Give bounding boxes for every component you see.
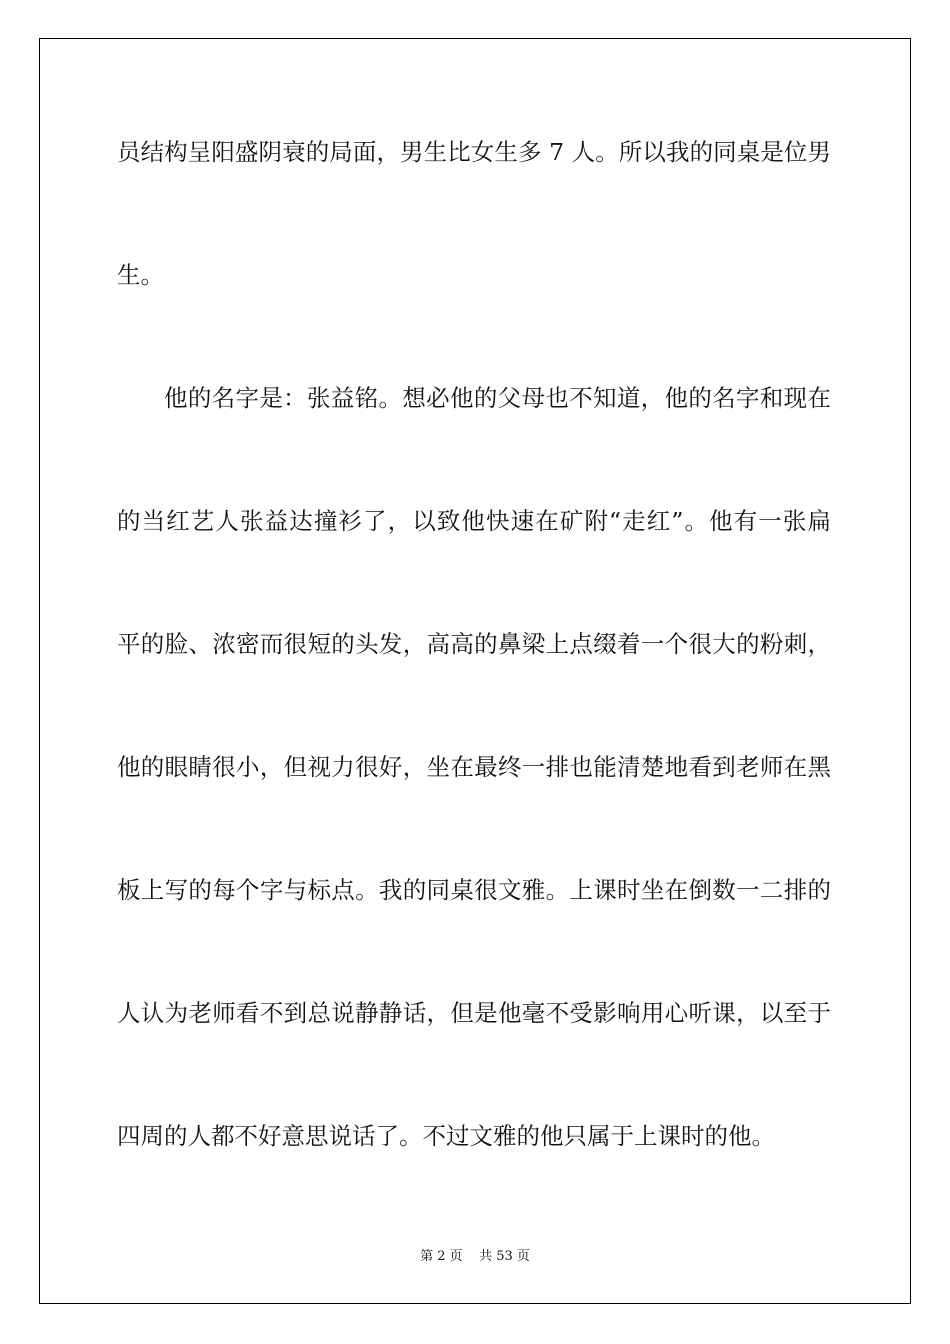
- page-number-footer: 第 2 页 共 53 页: [420, 1249, 530, 1264]
- text-line-3: 他的名字是：张益铭。想必他的父母也不知道，他的名字和现在: [164, 384, 831, 412]
- text-line-4: 的当红艺人张益达撞衫了，以致他快速在矿附“走红”。他有一张扁: [117, 507, 831, 535]
- text-line-5: 平的脸、浓密而很短的头发，高高的鼻梁上点缀着一个很大的粉刺，: [117, 630, 831, 658]
- text-line-6: 他的眼睛很小，但视力很好，坐在最终一排也能清楚地看到老师在黑: [117, 753, 831, 781]
- text-line-9: 四周的人都不好意思说话了。不过文雅的他只属于上课时的他。: [117, 1122, 775, 1150]
- text-line-8: 人认为老师看不到总说静静话，但是他毫不受影响用心听课，以至于: [117, 999, 831, 1027]
- page-border: [39, 38, 911, 1304]
- text-line-1: 员结构呈阳盛阴衰的局面，男生比女生多 7 人。所以我的同桌是位男: [117, 138, 831, 166]
- text-line-2: 生。: [117, 261, 164, 289]
- text-line-7: 板上写的每个字与标点。我的同桌很文雅。上课时坐在倒数一二排的: [117, 876, 831, 904]
